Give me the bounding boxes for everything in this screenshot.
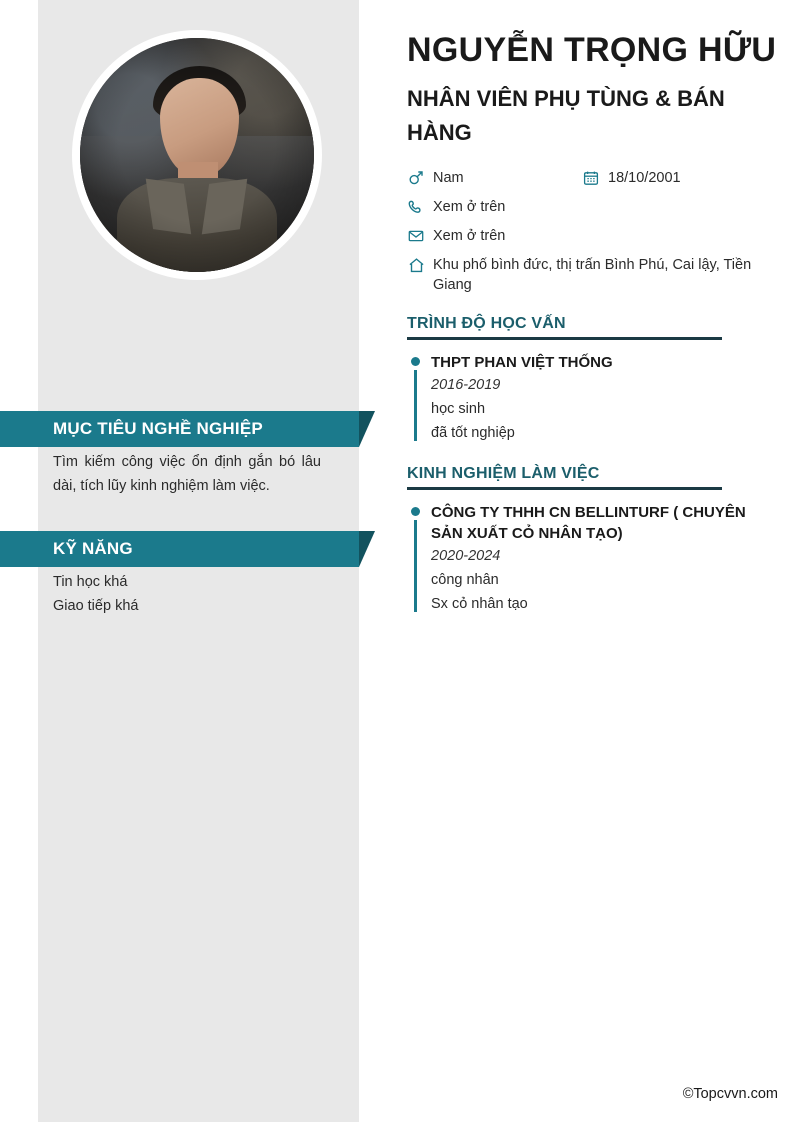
experience-detail: Sx cỏ nhân tạo [431,596,528,612]
skills-list [53,570,321,618]
experience-company: CÔNG TY THHH CN BELLINTURF ( CHUYÊN SẢN XUẤT CỎ NHÂN TẠO) [431,504,746,542]
timeline-bar [414,520,417,612]
banner-tail [359,411,375,447]
contact-phone [407,197,772,217]
contact-email [407,226,772,246]
contact-address [407,255,772,295]
contact-gender [407,168,582,188]
banner-tail [359,531,375,567]
education-entry [407,352,777,445]
job-title: NHÂN VIÊN PHỤ TÙNG & BÁN HÀNG [407,86,725,145]
list-item: Tin học khá [53,574,128,590]
education-heading-label: TRÌNH ĐỘ HỌC VẤN [407,315,566,332]
experience-years: 2020-2024 [431,548,501,564]
page-title: NGUYỄN TRỌNG HỮU [407,31,777,69]
contact-birthday-value: 18/10/2001 [608,170,681,186]
mail-icon [407,226,425,246]
heading-rule [407,487,722,490]
contact-row [407,197,777,217]
contact-address-value: Khu phố bình đức, thị trấn Bình Phú, Cai lậy, Tiền Giang [433,257,752,293]
education-school: THPT PHAN VIỆT THỐNG [431,354,613,371]
contact-row [407,226,777,246]
watermark: ©Topcvvn.com [682,1086,778,1102]
list-item: Giao tiếp khá [53,598,139,614]
gender-icon [407,168,425,188]
bullet-dot [411,357,420,366]
section-heading-education [407,315,722,340]
contact-gender-value: Nam [433,170,464,186]
experience-role: công nhân [431,572,499,588]
contact-row [407,168,777,188]
section-heading-career-goal [0,411,359,447]
education-status: đã tốt nghiệp [431,425,515,441]
contact-birthday [582,168,757,188]
photo-vignette [80,38,314,272]
avatar [72,30,322,280]
section-heading-skills [0,531,359,567]
contact-email-value: Xem ở trên [433,228,506,244]
main-content [407,0,777,616]
career-goal-heading-label: MỤC TIÊU NGHỀ NGHIỆP [53,419,263,438]
skills-heading-label: KỸ NĂNG [53,539,133,558]
contact-row [407,255,777,295]
home-icon [407,255,425,275]
section-heading-experience [407,465,722,490]
calendar-icon [582,168,600,188]
heading-rule [407,337,722,340]
timeline-bar [414,370,417,441]
education-role: học sinh [431,401,486,417]
contact-block [407,168,777,295]
experience-entry [407,502,777,616]
bullet-dot [411,507,420,516]
phone-icon [407,197,425,217]
contact-phone-value: Xem ở trên [433,199,506,215]
avatar-photo [80,38,314,272]
education-years: 2016-2019 [431,377,501,393]
career-goal-text: Tìm kiếm công việc ổn định gắn bó lâu dài, tích lũy kinh nghiệm làm việc. [53,454,321,494]
experience-heading-label: KINH NGHIỆM LÀM VIỆC [407,465,600,482]
